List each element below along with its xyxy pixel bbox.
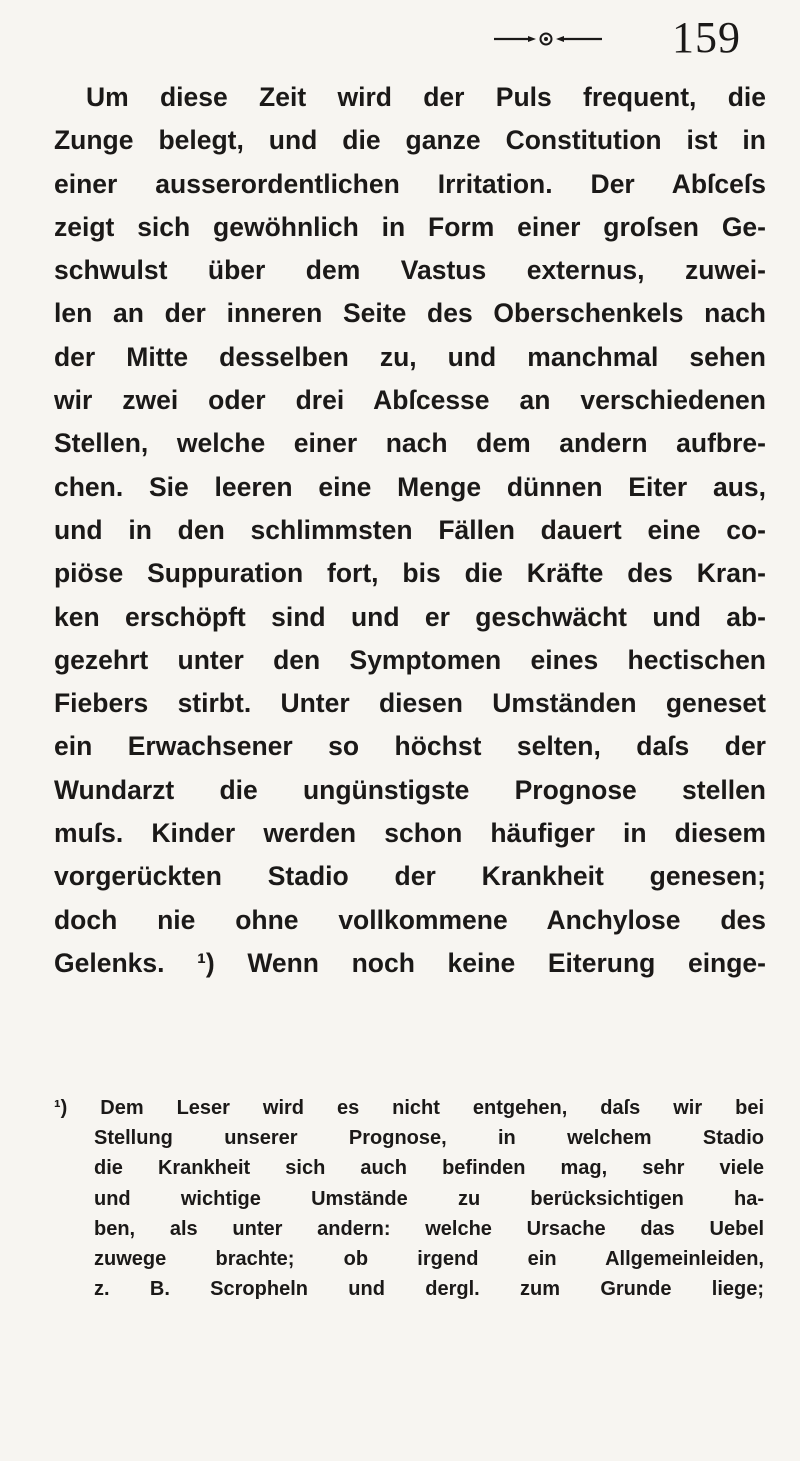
text-line: ein Erwachsener so höchst selten, daſs der <box>54 731 766 762</box>
page-number: 159 <box>672 13 741 62</box>
footnote-line: die Krankheit sich auch befinden mag, sehr viele <box>94 1157 764 1180</box>
text-line: piöse Suppuration fort, bis die Kräfte des Kran- <box>54 558 766 589</box>
text-line: Zunge belegt, und die ganze Constitution ist in <box>54 125 766 156</box>
footnote-line: z. B. Scropheln und dergl. zum Grunde liege; <box>94 1278 764 1301</box>
text-line: Um diese Zeit wird der Puls frequent, die <box>86 82 766 112</box>
text-line: Gelenks. ¹) Wenn noch keine Eiterung einge- <box>54 947 766 978</box>
main-text <box>54 76 766 985</box>
text-line: chen. Sie leeren eine Menge dünnen Eiter aus, <box>54 471 766 502</box>
text-line: schwulst über dem Vastus externus, zuwei- <box>54 255 766 286</box>
text-line: doch nie ohne vollkommene Anchylose des <box>54 904 766 935</box>
text-line: und in den schlimmsten Fällen dauert eine co- <box>54 514 766 545</box>
ornament-rule-icon <box>492 32 604 46</box>
text-line: len an der inneren Seite des Oberschenkels nach <box>54 298 766 329</box>
text-line: muſs. Kinder werden schon häufiger in diesem <box>54 818 766 849</box>
text-line: zeigt sich gewöhnlich in Form einer groſsen Ge- <box>54 211 766 242</box>
footnote-line: ben, als unter andern: welche Ursache das Uebel <box>94 1217 764 1240</box>
text-line: der Mitte desselben zu, und manchmal sehen <box>54 341 766 372</box>
footnote-line: und wichtige Umstände zu berücksichtigen ha- <box>94 1187 764 1210</box>
footnote-line: zuwege brachte; ob irgend ein Allgemeinleiden, <box>94 1247 764 1270</box>
text-line: Fiebers stirbt. Unter diesen Umständen geneset <box>54 688 766 719</box>
text-line: vorgerückten Stadio der Krankheit genesen; <box>54 861 766 892</box>
text-line: einer ausserordentlichen Irritation. Der Abſceſs <box>54 168 766 199</box>
text-line: Wundarzt die ungünstigste Prognose stellen <box>54 774 766 805</box>
page-header <box>0 14 800 66</box>
text-line: wir zwei oder drei Abſcesse an verschiedenen <box>54 385 766 416</box>
text-line: gezehrt unter den Symptomen eines hectischen <box>54 644 766 675</box>
text-line: ken erschöpft sind und er geschwächt und ab- <box>54 601 766 632</box>
text-line: Stellen, welche einer nach dem andern aufbre- <box>54 428 766 459</box>
footnote-line: ¹) Dem Leser wird es nicht entgehen, daſs wir bei <box>54 1097 764 1119</box>
footnote-block <box>52 1093 764 1304</box>
footnote-line: Stellung unserer Prognose, in welchem Stadio <box>94 1127 764 1150</box>
